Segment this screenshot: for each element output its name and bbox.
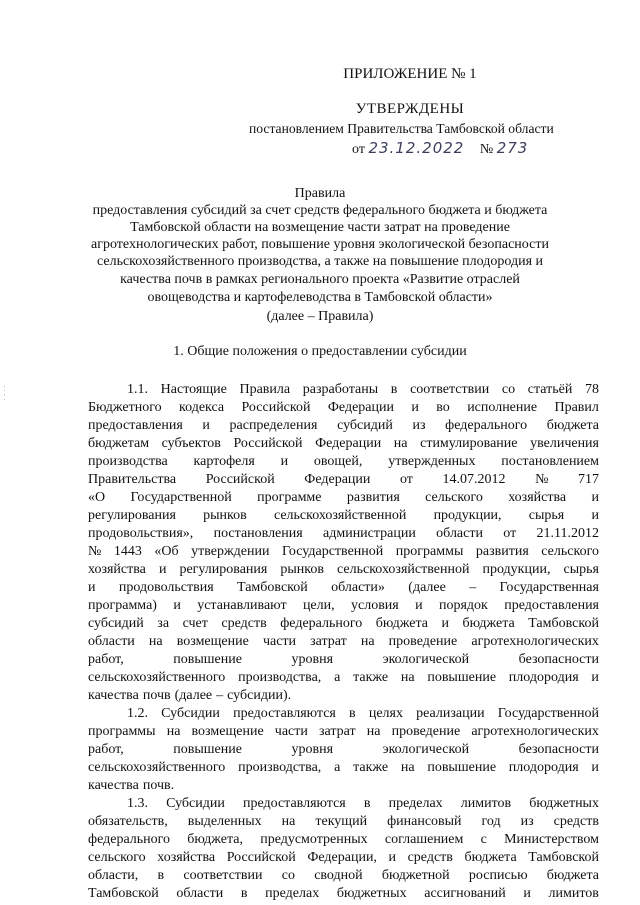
word: производства <box>88 454 168 469</box>
word: Федерации, <box>307 850 377 865</box>
body-line <box>88 453 599 470</box>
word: увеличения <box>530 436 599 451</box>
word: условия <box>351 598 399 613</box>
word: области <box>436 526 483 541</box>
word: в <box>363 796 371 811</box>
number-sign: № <box>479 142 494 157</box>
title-line: предоставления субсидий за счет средств федерального бюджета и бюджета <box>92 203 548 218</box>
word: «Об <box>154 544 179 559</box>
word: и <box>591 508 599 523</box>
word: Российской <box>233 436 303 451</box>
word: Федерации <box>304 472 371 487</box>
word: почв <box>142 688 171 703</box>
word: затрат <box>310 634 347 649</box>
title-line: качества почв в рамках регионального проекта «Развитие отраслей <box>120 272 520 287</box>
word: счет <box>182 616 208 631</box>
word: 1443 <box>113 544 142 559</box>
word: распределения <box>229 418 318 433</box>
word: на <box>360 634 375 649</box>
word: 717 <box>578 472 599 487</box>
word: бюджета <box>464 850 517 865</box>
word: качества <box>88 778 139 793</box>
title-line: сельскохозяйственного производства, а также на повышение плодородия и <box>97 254 543 269</box>
word: средств <box>221 616 267 631</box>
word: в <box>390 382 398 397</box>
body-line <box>88 687 599 704</box>
word: и <box>591 670 599 685</box>
word: предусмотренных <box>260 832 368 847</box>
document-title: Правила <box>294 186 346 201</box>
word: сельского <box>88 850 146 865</box>
word: работ, <box>88 652 124 667</box>
word: федерального <box>280 616 363 631</box>
word: предоставляются <box>242 796 346 811</box>
word: (далее <box>174 688 213 703</box>
word: Государственной <box>497 706 599 721</box>
word: бюджета <box>546 418 599 433</box>
word: программа) <box>88 598 157 613</box>
word: бюджета <box>375 616 428 631</box>
word: и <box>441 616 449 631</box>
word: предоставляются <box>233 706 336 721</box>
word: и <box>202 418 210 433</box>
word: лимитов <box>548 886 599 901</box>
word: соответствии <box>183 868 263 883</box>
word: и <box>88 580 96 595</box>
word: Бюджетного <box>88 400 162 415</box>
handwritten-date: 23.12.2022 <box>368 139 465 157</box>
word: предоставления <box>88 418 183 433</box>
word: утвержденных <box>388 454 476 469</box>
word: а <box>334 760 341 775</box>
body-line <box>88 741 599 758</box>
word: Субсидии <box>166 796 225 811</box>
word: от <box>399 472 413 487</box>
word: проведение <box>391 724 461 739</box>
word: на <box>400 760 415 775</box>
word: сельского <box>541 544 599 559</box>
word: пределах <box>388 796 443 811</box>
word: со <box>281 868 295 883</box>
word: из <box>520 814 534 829</box>
body-line <box>88 597 599 614</box>
decree-reference: постановлением Правительства Тамбовской области <box>249 121 554 136</box>
word: федерального <box>445 418 528 433</box>
word: 1.1. <box>127 382 148 397</box>
word: порядок <box>439 598 488 613</box>
word: 1.3. <box>127 796 148 811</box>
word: повышение <box>173 742 242 757</box>
word: выделенных <box>187 814 262 829</box>
word: субсидий <box>337 418 393 433</box>
word: сельскохозяйственного <box>88 760 226 775</box>
word: плодородия <box>508 670 579 685</box>
title-line: Тамбовской области на возмещение части затрат на проведение <box>130 220 510 235</box>
word: работ, <box>88 742 124 757</box>
word: экологической <box>382 742 470 757</box>
word: уровня <box>291 742 334 757</box>
word: средств <box>553 814 599 829</box>
body-line <box>127 381 599 398</box>
word: повышение <box>427 670 497 685</box>
word: сельскохозяйственной <box>337 562 470 577</box>
word: плодородия <box>508 760 579 775</box>
word: «О <box>88 490 106 505</box>
word: повышение <box>173 652 242 667</box>
word: части <box>274 724 308 739</box>
word: возмещение <box>176 634 249 649</box>
word: в <box>157 868 165 883</box>
word: и <box>280 454 289 469</box>
word: 14.07.2012 <box>442 472 506 487</box>
word: Российской <box>226 850 296 865</box>
word: год <box>481 814 501 829</box>
word: соглашением <box>384 832 464 847</box>
section-heading: 1. Общие положения о предоставлении субсидии <box>173 344 467 359</box>
word: Тамбовской <box>237 580 308 595</box>
word: агротехнологических <box>471 724 599 739</box>
word: средств <box>407 850 453 865</box>
word: на <box>148 634 163 649</box>
word: и <box>158 562 167 577</box>
word: федерального <box>88 832 171 847</box>
word: развития <box>475 544 529 559</box>
word: сельского <box>425 490 483 505</box>
word: Государственной <box>130 490 232 505</box>
word: сельскохозяйственного <box>88 670 226 685</box>
body-line <box>88 777 599 794</box>
word: статьёй <box>527 382 573 397</box>
body-line <box>127 795 599 812</box>
word: реализации <box>416 706 485 721</box>
word: почв. <box>142 778 175 793</box>
word: проведение <box>388 634 458 649</box>
word: от <box>503 526 517 541</box>
word: продовольствия <box>118 580 214 595</box>
word: хозяйства <box>508 490 567 505</box>
word: в <box>349 706 356 721</box>
word: программы <box>88 724 156 739</box>
word: сельскохозяйственной <box>273 508 407 523</box>
word: обязательств, <box>88 814 168 829</box>
body-line <box>88 417 599 434</box>
word: продукции, <box>433 508 502 523</box>
word: на <box>166 724 181 739</box>
word: целях <box>368 706 403 721</box>
word: развития <box>346 490 400 505</box>
body-line <box>88 435 599 452</box>
word: в <box>240 886 248 901</box>
word: а <box>334 670 341 685</box>
word: из <box>412 418 426 433</box>
word: бюджета <box>546 868 599 883</box>
word: регулирования <box>179 562 268 577</box>
word: Настоящие <box>160 382 227 397</box>
body-line <box>88 615 599 632</box>
word: № <box>535 472 549 487</box>
word: утверждении <box>191 544 270 559</box>
word: и <box>173 598 181 613</box>
word: также <box>353 670 389 685</box>
word: лимитов <box>460 796 512 811</box>
word: картофеля <box>193 454 255 469</box>
word: Российской <box>241 400 311 415</box>
word: Правил <box>554 400 599 415</box>
word: цели, <box>302 598 335 613</box>
word: и <box>415 598 423 613</box>
margin-mark: · · · · <box>1 385 9 401</box>
word: и <box>388 850 397 865</box>
word: на <box>281 814 296 829</box>
word: и <box>411 400 419 415</box>
word: экологической <box>382 652 470 667</box>
handwritten-number: 273 <box>496 139 529 157</box>
word: рынков <box>280 562 324 577</box>
word: разработаны <box>302 382 379 397</box>
word: кодекса <box>179 400 225 415</box>
word: сырья <box>563 562 599 577</box>
word: овощей, <box>313 454 363 469</box>
word: субъектов <box>161 436 221 451</box>
body-line <box>88 579 599 596</box>
word: возмещение <box>191 724 264 739</box>
word: Министерством <box>504 832 599 847</box>
body-line <box>88 759 599 776</box>
body-line <box>88 813 599 830</box>
word: программы <box>395 544 464 559</box>
word: постановлением <box>501 454 599 469</box>
word: области, <box>88 868 139 883</box>
body-line <box>88 849 599 866</box>
word: Российской <box>205 472 275 487</box>
body-line <box>88 633 599 650</box>
word: со <box>501 382 516 397</box>
word: на <box>366 724 381 739</box>
date-prefix: от <box>352 142 365 157</box>
word: Федерации <box>327 400 394 415</box>
word: предоставления <box>504 598 599 613</box>
word: безопасности <box>518 652 599 667</box>
word: бюджета <box>462 616 515 631</box>
word: и <box>591 760 599 775</box>
word: продовольствия», <box>88 526 194 541</box>
word: субсидии). <box>227 688 292 703</box>
word: Правительства <box>88 472 177 487</box>
word: 1.2. <box>127 706 148 721</box>
word: области <box>176 886 224 901</box>
word: Тамбовской <box>528 850 599 865</box>
word: повышение <box>427 760 497 775</box>
body-line <box>88 651 599 668</box>
body-line <box>127 705 599 722</box>
word: 21.11.2012 <box>536 526 599 541</box>
word: устанавливают <box>197 598 287 613</box>
word: с <box>480 832 487 847</box>
word: производства, <box>238 670 322 685</box>
body-line <box>88 885 599 902</box>
body-line <box>88 489 599 506</box>
body-line <box>88 399 599 416</box>
appendix-label: ПРИЛОЖЕНИЕ № 1 <box>343 66 477 82</box>
word: рынков <box>203 508 247 523</box>
word: безопасности <box>518 742 599 757</box>
word: стимулирование <box>420 436 518 451</box>
word: субсидий <box>88 616 144 631</box>
word: программе <box>257 490 322 505</box>
word: Федерации <box>315 436 382 451</box>
word: области» <box>331 580 385 595</box>
body-line <box>88 471 599 488</box>
word: части <box>262 634 297 649</box>
word: и <box>523 886 531 901</box>
word: (далее <box>408 580 446 595</box>
word: уровня <box>291 652 334 667</box>
word: Тамбовской <box>88 886 159 901</box>
word: Тамбовской <box>528 616 599 631</box>
title-line: (далее – Правила) <box>266 309 374 324</box>
body-line <box>88 507 599 524</box>
word: Правила <box>239 382 291 397</box>
word: сводной <box>314 868 363 883</box>
word: соответствии <box>410 382 490 397</box>
word: регулирования <box>88 508 176 523</box>
word: 78 <box>585 382 599 397</box>
word: финансовый <box>387 814 462 829</box>
word: исполнение <box>467 400 538 415</box>
word: Субсидии <box>161 706 220 721</box>
word: и <box>591 490 599 505</box>
word: на <box>400 670 415 685</box>
word: хозяйства <box>157 850 216 865</box>
word: – <box>216 688 224 703</box>
title-line: овощеводства и картофелеводства в Тамбовской области» <box>147 290 493 305</box>
word: производства, <box>238 760 322 775</box>
body-line <box>88 831 599 848</box>
word: постановления <box>213 526 303 541</box>
word: Государственной <box>282 544 384 559</box>
word: бюджетных <box>529 796 599 811</box>
word: за <box>157 616 170 631</box>
word: текущий <box>315 814 368 829</box>
word: Государственная <box>499 580 599 595</box>
word: области <box>88 634 135 649</box>
approved-label: УТВЕРЖДЕНЫ <box>355 101 465 117</box>
word: № <box>88 544 102 559</box>
word: администрации <box>323 526 416 541</box>
word: качества <box>88 688 139 703</box>
body-line <box>88 561 599 578</box>
body-line <box>88 669 599 686</box>
body-line <box>88 867 599 884</box>
title-line: агротехнологических работ, повышение уровня экологической безопасности <box>91 237 549 252</box>
word: ассигнований <box>424 886 506 901</box>
word: хозяйства <box>88 562 146 577</box>
word: бюджета, <box>187 832 243 847</box>
word: – <box>469 580 477 595</box>
word: продукции, <box>482 562 551 577</box>
word: на <box>393 436 408 451</box>
word: росписью <box>468 868 528 883</box>
word: агротехнологических <box>471 634 599 649</box>
decree-date-number <box>352 139 528 158</box>
word: сырья <box>528 508 565 523</box>
word: бюджетных <box>336 886 407 901</box>
word: бюджетам <box>88 436 150 451</box>
body-line <box>88 543 599 560</box>
word: пределах <box>265 886 320 901</box>
body-line <box>88 723 599 740</box>
word: во <box>436 400 450 415</box>
word: бюджетной <box>381 868 450 883</box>
word: затрат <box>319 724 356 739</box>
word: также <box>353 760 389 775</box>
body-line <box>88 525 599 542</box>
